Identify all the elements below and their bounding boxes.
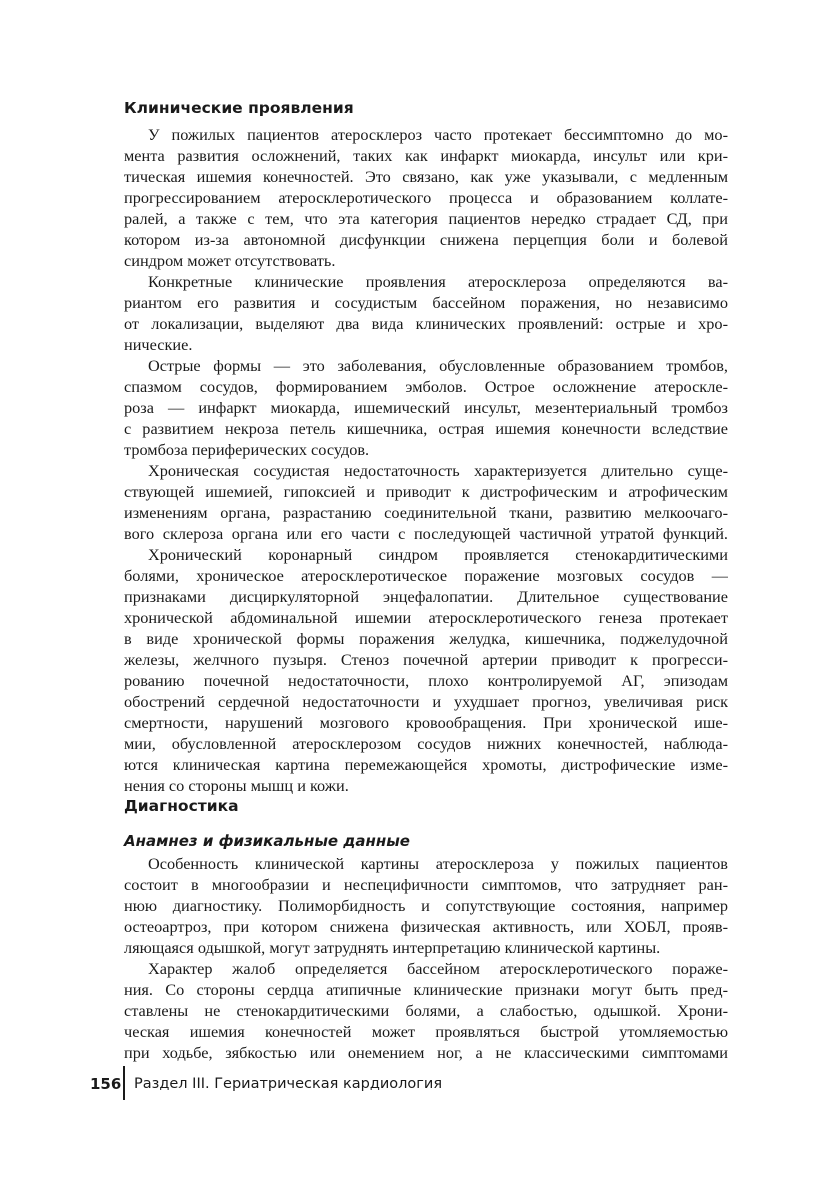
text-line: рованию почечной недостаточности, плохо контролируемой АГ, эпизодам [124,671,728,690]
text-line: Хронический коронарный синдром проявляется стенокардитическими [148,545,728,564]
text-line: обострений сердечной недостаточности и ухудшает прогноз, увеличивая риск [124,692,728,711]
text-line: прогрессированием атеросклеротического процесса и образованием коллате- [124,188,728,207]
subsection-heading-anamnesis: Анамнез и физикальные данные [124,832,410,850]
text-line: железы, желчного пузыря. Стеноз почечной артерии приводит к прогресси- [124,650,728,669]
text-line: ческая ишемия конечностей может проявляться быстрой утомляемостью [124,1022,728,1041]
text-line: Острые формы — это заболевания, обусловленные образованием тромбов, [148,356,728,375]
text-line: остеоартроз, при котором снижена физическая активность, или ХОБЛ, прояв- [124,917,728,936]
text-line: при ходьбе, зябкостью или онемением ног, а не классическими симптомами [124,1043,728,1062]
text-line: нюю диагностику. Полиморбидность и сопутствующие состояния, например [124,896,728,915]
text-line: изменениям органа, разрастанию соединительной ткани, развитию мелкоочаго- [124,503,728,522]
text-line: хронической абдоминальной ишемии атеросклеротического генеза протекает [124,608,728,627]
text-line: Характер жалоб определяется бассейном атеросклеротического пораже- [148,959,728,978]
text-line: нения со стороны мышц и кожи. [124,776,349,795]
text-line: смертности, нарушений мозгового кровообращения. При хронической ише- [124,713,728,732]
text-line: состоит в многообразии и неспецифичности симптомов, что затрудняет ран- [124,875,728,894]
text-line: признаками дисциркуляторной энцефалопатии. Длительное существование [124,587,728,606]
text-line: от локализации, выделяют два вида клинических проявлений: острые и хро- [124,314,728,333]
text-line: мента развития осложнений, таких как инфаркт миокарда, инсульт или кри- [124,146,728,165]
text-line: ляющаяся одышкой, могут затруднять интерпретацию клинической картины. [124,938,661,957]
text-line: риантом его развития и сосудистым бассейном поражения, но независимо [124,293,728,312]
text-line: Особенность клинической картины атеросклероза у пожилых пациентов [148,854,728,873]
page-number: 156 [90,1075,122,1093]
text-line: ются клиническая картина перемежающейся хромоты, дистрофические изме- [124,755,728,774]
footer-divider [123,1066,125,1100]
text-line: У пожилых пациентов атеросклероз часто протекает бессимптомно до мо- [148,125,728,144]
text-line: вого склероза органа или его части с последующей частичной утратой функций. [124,524,728,543]
text-line: ставлены не стенокардитическими болями, а слабостью, одышкой. Хрони- [124,1001,728,1020]
text-line: болями, хроническое атеросклеротическое поражение мозговых сосудов — [124,566,728,585]
text-line: синдром может отсутствовать. [124,251,336,270]
text-line: мии, обусловленной атеросклерозом сосудов нижних конечностей, наблюда- [124,734,728,753]
text-line: роза — инфаркт миокарда, ишемический инсульт, мезентериальный тромбоз [124,398,728,417]
text-line: ралей, а также с тем, что эта категория пациентов нередко страдает СД, при [124,209,728,228]
text-line: Конкретные клинические проявления атеросклероза определяются ва- [148,272,728,291]
section-heading-diagnostics: Диагностика [124,797,239,815]
text-line: в виде хронической формы поражения желудка, кишечника, поджелудочной [124,629,728,648]
section-heading-clinical: Клинические проявления [124,99,354,117]
text-line: ния. Со стороны сердца атипичные клинические признаки могут быть пред- [124,980,728,999]
text-line: Хроническая сосудистая недостаточность характеризуется длительно суще- [148,461,728,480]
text-line: котором из-за автономной дисфункции снижена перцепция боли и болевой [124,230,728,249]
text-line: с развитием некроза петель кишечника, острая ишемия конечности вследствие [124,419,728,438]
text-line: нические. [124,335,193,354]
text-line: тромбоза периферических сосудов. [124,440,370,459]
text-line: спазмом сосудов, формированием эмболов. Острое осложнение атероскле- [124,377,728,396]
running-footer-section-title: Раздел III. Гериатрическая кардиология [134,1076,443,1092]
text-line: тическая ишемия конечностей. Это связано, как уже указывали, с медленным [124,167,728,186]
text-line: ствующей ишемией, гипоксией и приводит к дистрофическим и атрофическим [124,482,728,501]
